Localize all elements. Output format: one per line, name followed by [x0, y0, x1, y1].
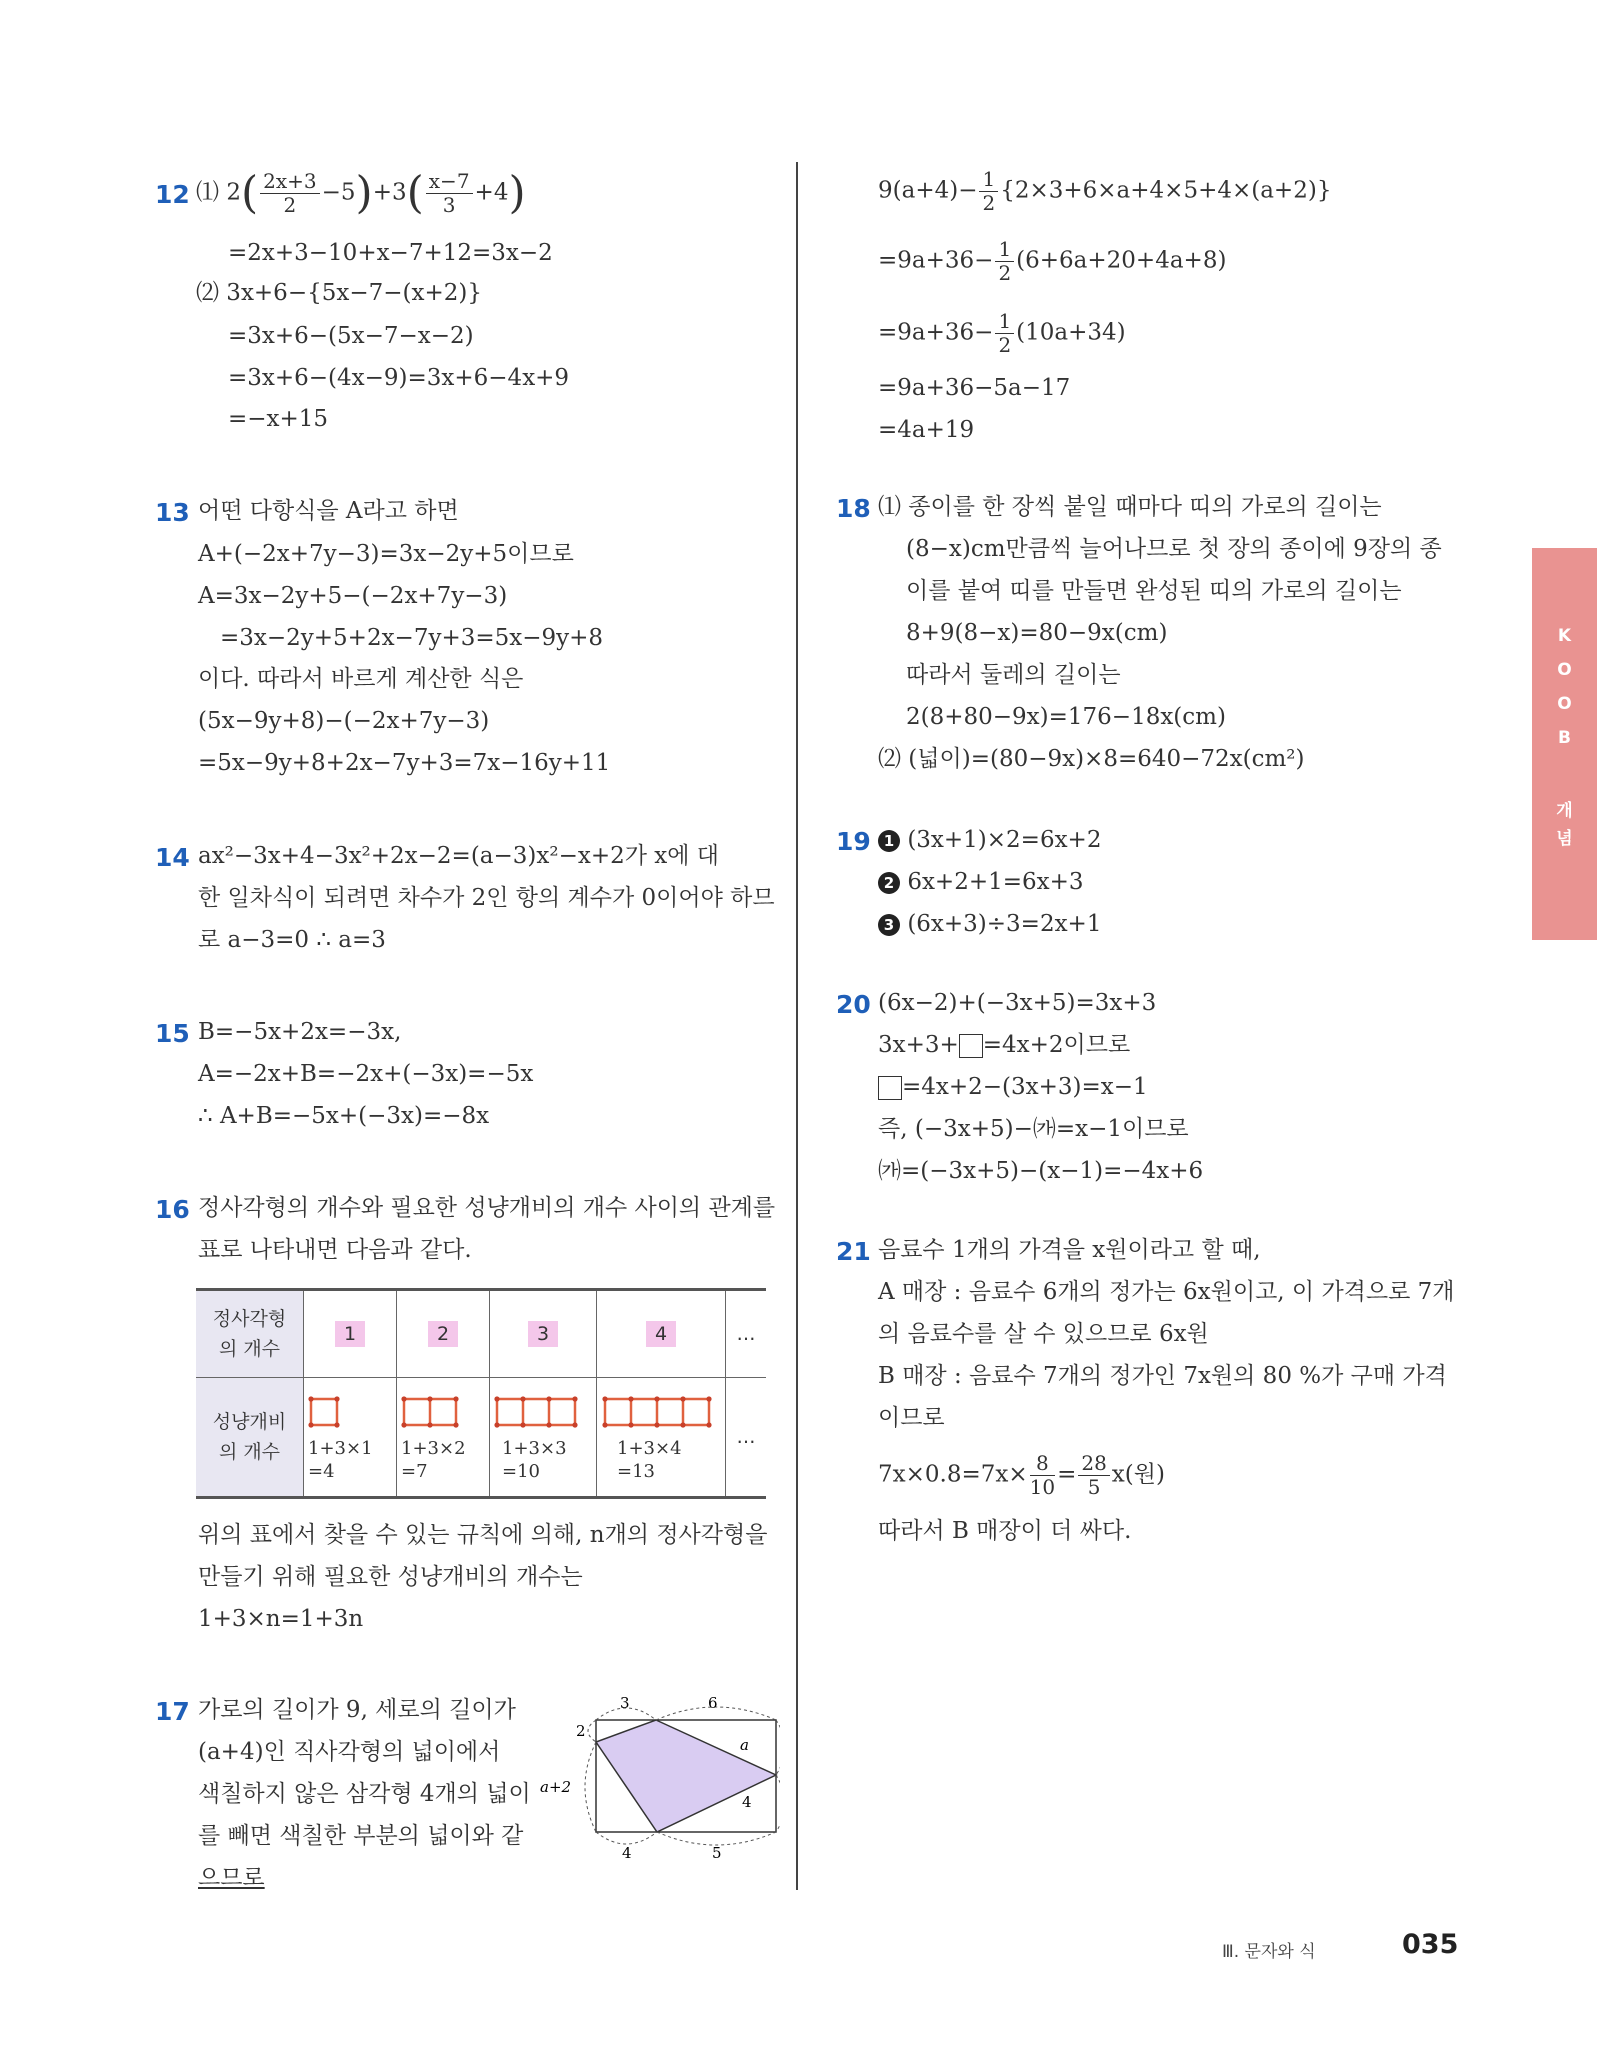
p12-line4: =3x+6−(5x−7−x−2) — [228, 323, 474, 349]
matchstick-head — [680, 1396, 685, 1401]
problem-number: 21 — [836, 1237, 871, 1266]
matchstick-figure — [491, 1391, 595, 1433]
rectangle-figure — [540, 1692, 780, 1862]
fraction: $\frac{2x+3}{2}$ — [260, 170, 320, 217]
label-4: 4 — [742, 1793, 752, 1811]
p13-line: A=3x−2y+5−(−2x+7y−3) — [198, 583, 508, 609]
matchstick-head — [602, 1396, 607, 1401]
side-tab-char: K — [1557, 626, 1572, 646]
matchstick-head — [572, 1422, 577, 1427]
p21-line: 음료수 1개의 가격을 x원이라고 할 때, — [878, 1237, 1261, 1263]
p17c-line3: =9a+36− $\frac{1}{2}$ (10a+34) — [878, 309, 1126, 357]
matchstick-head — [628, 1422, 633, 1427]
label-4: 4 — [622, 1844, 632, 1862]
label-2: 2 — [576, 1722, 586, 1740]
p13-line: 어떤 다항식을 A라고 하면 — [198, 498, 459, 524]
p15-line: B=−5x+2x=−3x, — [198, 1019, 402, 1045]
p14-line: 로 a−3=0 ∴ a=3 — [198, 927, 386, 953]
p18-line: ⑵ (넓이)=(80−9x)×8=640−72x(cm²) — [878, 746, 1305, 772]
p14-line: ax²−3x+4−3x²+2x−2=(a−3)x²−x+2가 x에 대 — [198, 843, 719, 869]
matchstick-head — [680, 1422, 685, 1427]
matchstick-head — [520, 1422, 525, 1427]
p16-line: 표로 나타내면 다음과 같다. — [198, 1237, 472, 1263]
p17c-line4: =9a+36−5a−17 — [878, 375, 1071, 401]
table-cell: 1+3×1 =4 — [304, 1378, 397, 1498]
problem-number: 16 — [155, 1195, 190, 1224]
p20-line: (6x−2)+(−3x+5)=3x+3 — [878, 990, 1157, 1016]
p21-line: B 매장 : 음료수 7개의 정가인 7x원의 80 %가 구매 가격 — [878, 1363, 1447, 1389]
table-cell: 1+3×3 =10 — [490, 1378, 597, 1498]
side-tab-char: 념 — [1556, 829, 1573, 849]
p20-line: 즉, (−3x+5)−㈎=x−1이므로 — [878, 1116, 1189, 1142]
p20-line: 3x+3+ =4x+2이므로 — [878, 1032, 1131, 1058]
table-cell: … — [726, 1378, 767, 1498]
matchstick-head — [401, 1422, 406, 1427]
p17c-line1: 9(a+4)− $\frac{1}{2}$ {2×3+6×a+4×5+4×(a+2)} — [878, 167, 1332, 215]
matchstick-head — [602, 1422, 607, 1427]
matchstick-head — [453, 1396, 458, 1401]
p21-line: 따라서 B 매장이 더 싸다. — [878, 1518, 1132, 1544]
paren: ( — [240, 167, 259, 219]
label-5: 5 — [712, 1844, 722, 1862]
blank-box — [959, 1034, 983, 1058]
side-tab-char: O — [1557, 694, 1572, 714]
p17-line: 를 빼면 색칠한 부분의 넓이와 같 — [198, 1823, 524, 1849]
shaded-quadrilateral — [596, 1720, 776, 1832]
matchstick-head — [308, 1396, 313, 1401]
p14-line: 한 일차식이 되려면 차수가 2인 항의 계수가 0이어야 하므 — [198, 885, 775, 911]
p13-line: (5x−9y+8)−(−2x+7y−3) — [198, 708, 490, 734]
problem-number: 19 — [836, 827, 871, 856]
matchstick-head — [427, 1422, 432, 1427]
p16-line: 정사각형의 개수와 필요한 성냥개비의 개수 사이의 관계를 — [198, 1195, 776, 1221]
p18-line: ⑴ 종이를 한 장씩 붙일 때마다 띠의 가로의 길이는 — [878, 494, 1382, 520]
p18-line: 8+9(8−x)=80−9x(cm) — [906, 620, 1168, 646]
p17-line: (a+4)인 직사각형의 넓이에서 — [198, 1739, 501, 1765]
brace-left-a2 — [585, 1742, 596, 1832]
p15-line: ∴ A+B=−5x+(−3x)=−8x — [198, 1103, 490, 1129]
p12-line6: =−x+15 — [228, 406, 329, 432]
problem-number: 20 — [836, 990, 871, 1019]
p21-line: A 매장 : 음료수 6개의 정가는 6x원이고, 이 가격으로 7개 — [878, 1279, 1455, 1305]
p18-line: 이를 붙여 띠를 만들면 완성된 띠의 가로의 길이는 — [906, 578, 1402, 604]
p13-line: A+(−2x+7y−3)=3x−2y+5이므로 — [198, 541, 574, 567]
table-row — [196, 1378, 766, 1498]
problem-number: 18 — [836, 494, 871, 523]
table-cell: 3 — [490, 1290, 597, 1378]
brace-left-2 — [588, 1720, 596, 1742]
p17c-line2: =9a+36− $\frac{1}{2}$ (6+6a+20+4a+8) — [878, 237, 1227, 285]
matchstick-head — [334, 1396, 339, 1401]
label-6: 6 — [708, 1694, 718, 1712]
p13-line: =3x−2y+5+2x−7y+3=5x−9y+8 — [220, 625, 604, 651]
p12-line1: ⑴ 2( $\frac{2x+3}{2}$ −5)+3( $\frac{x-7}{3}$ +4) — [196, 167, 526, 219]
table-cell: 1+3×4 =13 — [597, 1378, 726, 1498]
matchstick-head — [546, 1422, 551, 1427]
side-tab-char: O — [1557, 660, 1572, 680]
p12-line2: =2x+3−10+x−7+12=3x−2 — [228, 240, 553, 266]
matchstick-head — [427, 1396, 432, 1401]
p21-equation: 7x×0.8=7x× $\frac{8}{10}$ = $\frac{28}{5}$ x(원) — [878, 1451, 1165, 1499]
fraction: $\frac{x-7}{3}$ — [426, 170, 473, 217]
p18-line: (8−x)cm만큼씩 늘어나므로 첫 장의 종이에 9장의 종 — [906, 536, 1442, 562]
relation-table — [196, 1288, 766, 1499]
blank-box — [878, 1076, 902, 1100]
p16-line: 위의 표에서 찾을 수 있는 규칙에 의해, n개의 정사각형을 — [198, 1522, 768, 1548]
matchstick-head — [334, 1422, 339, 1427]
p12-line3: ⑵ 3x+6−{5x−7−(x+2)} — [196, 280, 482, 306]
step-marker: 1 — [878, 830, 900, 852]
table-cell: 1+3×2 =7 — [397, 1378, 490, 1498]
p20-line: =4x+2−(3x+3)=x−1 — [878, 1076, 1148, 1100]
p20-line: ㈎=(−3x+5)−(x−1)=−4x+6 — [878, 1158, 1204, 1184]
p17-line: 으므로 — [198, 1865, 265, 1891]
side-tab-char: 개 — [1556, 801, 1573, 821]
p12-line5: =3x+6−(4x−9)=3x+6−4x+9 — [228, 365, 570, 391]
matchstick-head — [706, 1422, 711, 1427]
problem-number: 13 — [155, 498, 190, 527]
label-a: a — [740, 1736, 749, 1754]
problem-number: 17 — [155, 1697, 190, 1726]
matchstick-head — [654, 1422, 659, 1427]
matchstick-head — [546, 1396, 551, 1401]
problem-number: 15 — [155, 1019, 190, 1048]
side-tab-char: B — [1558, 728, 1571, 748]
p17-line: 가로의 길이가 9, 세로의 길이가 — [198, 1697, 516, 1723]
p17c-line5: =4a+19 — [878, 417, 975, 443]
label: ⑴ — [196, 179, 219, 206]
problem-number: 14 — [155, 843, 190, 872]
p19-line: 1 (3x+1)×2=6x+2 — [878, 829, 1101, 852]
p15-line: A=−2x+B=−2x+(−3x)=−5x — [198, 1061, 534, 1087]
p13-line: 이다. 따라서 바르게 계산한 식은 — [198, 666, 524, 692]
step-marker: 3 — [878, 914, 900, 936]
brace-bottom-4 — [596, 1832, 657, 1844]
matchstick-figure — [599, 1391, 723, 1433]
p18-line: 2(8+80−9x)=176−18x(cm) — [906, 704, 1226, 730]
matchstick-head — [572, 1396, 577, 1401]
table-cell: 2 — [397, 1290, 490, 1378]
table-header: 성냥개비 의 개수 — [196, 1378, 304, 1498]
step-marker: 2 — [878, 872, 900, 894]
matchstick-head — [494, 1422, 499, 1427]
matchstick-head — [706, 1396, 711, 1401]
p21-line: 의 음료수를 살 수 있으므로 6x원 — [878, 1321, 1209, 1347]
column-divider — [796, 162, 798, 1890]
matchstick-head — [520, 1396, 525, 1401]
footer-section: Ⅲ. 문자와 식 — [1222, 1942, 1316, 1962]
p16-line: 만들기 위해 필요한 성냥개비의 개수는 — [198, 1564, 583, 1590]
matchstick-figure — [305, 1391, 395, 1433]
matchstick-head — [453, 1422, 458, 1427]
p19-line: 2 6x+2+1=6x+3 — [878, 871, 1084, 894]
p16-line: 1+3×n=1+3n — [198, 1606, 364, 1632]
matchstick-head — [628, 1396, 633, 1401]
matchstick-head — [401, 1396, 406, 1401]
table-header: 정사각형 의 개수 — [196, 1290, 304, 1378]
side-tab-concept-book — [1532, 548, 1597, 940]
coef: 2 — [226, 179, 241, 206]
matchstick-figure — [398, 1391, 488, 1433]
table-cell: 1 — [304, 1290, 397, 1378]
label-3: 3 — [620, 1694, 630, 1712]
table-row — [196, 1290, 766, 1378]
matchstick-head — [654, 1396, 659, 1401]
matchstick-head — [308, 1422, 313, 1427]
table-cell: … — [726, 1290, 767, 1378]
p17-line: 색칠하지 않은 삼각형 4개의 넓이 — [198, 1781, 531, 1807]
problem-number: 12 — [155, 180, 190, 209]
matchstick-head — [494, 1396, 499, 1401]
table-cell: 4 — [597, 1290, 726, 1378]
p19-line: 3 (6x+3)÷3=2x+1 — [878, 913, 1101, 936]
page-number: 035 — [1402, 1929, 1459, 1960]
label-a-plus-2: a+2 — [540, 1778, 572, 1796]
p13-line: =5x−9y+8+2x−7y+3=7x−16y+11 — [198, 750, 611, 776]
p21-line: 이므로 — [878, 1405, 945, 1431]
p18-line: 따라서 둘레의 길이는 — [906, 662, 1121, 688]
